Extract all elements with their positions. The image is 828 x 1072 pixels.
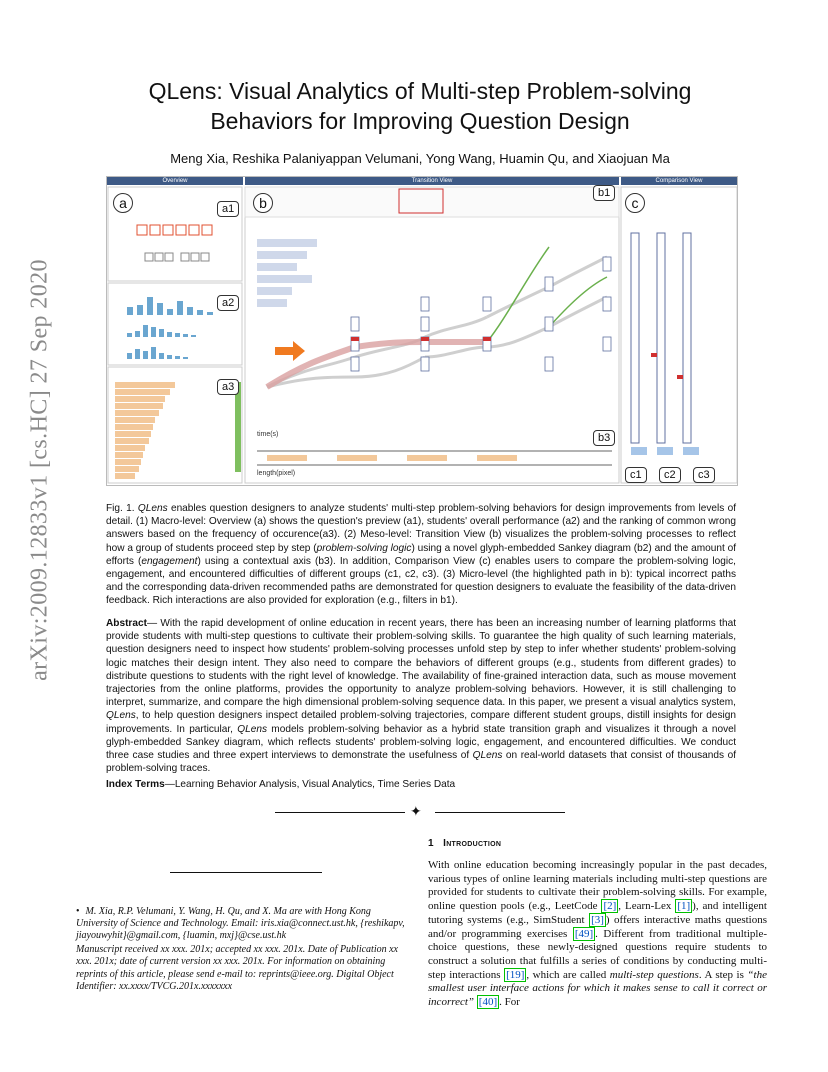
label-a3: a3	[217, 379, 239, 395]
label-a2: a2	[217, 295, 239, 311]
teaser-figure	[106, 176, 738, 486]
citation-49[interactable]: [49]	[574, 927, 594, 940]
intro-body: With online education becoming increasingly popular in the past decades, various types of online learning materials including multi-step questions are provided for students to cultivate their problem-solving skills. For example, online question pools (e.g., LeetCode [2] , Learn-Lex [1] ), and intelligent tutoring systems (e.g., SimStudent [3] ) offers interactive maths questions and/or programming exercises [49] . Different from traditional multiple-choice questions, these newly-designed questions require students to construct a solution that fulfills a series of conditions by conducting multi-step interactions [19] , which are called multi-step questions. A step is “the smallest user interface actions for which it makes sense to call it correct or incorrect” [40] . For	[428, 859, 768, 1009]
abstract: Abstract— With the rapid development of online education in recent years, there has been an increasing number of learning platforms that provide students with multi-step questions to cultivate their problem-solving skills. To guarantee the high quality of such learning materials, question designers need to inspect how students' problem-solving processes unfold step by step to infer whether students' problem-solving logic matches their design intent. They also need to compare the behaviors of different groups (e.g., students from different grades) to distribute questions to students with the right level of knowledge. The availability of fine-grained interaction data, such as mouse movement trajectories from the online platforms, provides the opportunity to analyze problem-solving behaviors. However, it is still challenging to interpret, summarize, and compare the high dimensional problem-solving sequence data. In this paper, we present a visual analytics system, QLens, to help question designers inspect detailed problem-solving trajectories, compare different student groups, distill insights for design improvements. In particular, QLens models problem-solving behavior as a hybrid state transition graph and visualizes it through a novel glyph-embedded Sankey diagram, which reflects students' problem-solving logic, engagement, and encountered difficulties. We conduct three case studies and three expert interviews to demonstrate the usefulness of QLens on real-world datasets that consist of thousands of problem-solving traces.	[106, 618, 736, 775]
manuscript-note: Manuscript received xx xxx. 201x; accepted xx xxx. 201x. Date of Publication xx xxx. 201x; date of current version xx xxx. 201x. For information on obtaining reprints of this article, please send e-mail to: reprints@ieee.org. Digital Object Identifier: xx.xxxx/TVCG.201x.xxxxxxx	[76, 944, 398, 992]
time-axis-label: time(s)	[257, 431, 279, 438]
label-a: a	[113, 193, 133, 213]
label-b: b	[253, 193, 273, 213]
label-c2: c2	[659, 467, 681, 483]
citation-19[interactable]: [19]	[506, 968, 525, 981]
divider-star-icon: ✦	[410, 805, 422, 820]
label-b3: b3	[593, 430, 615, 446]
citation-1[interactable]: [1]	[677, 900, 691, 913]
section-divider	[275, 805, 565, 821]
paper-title: QLens: Visual Analytics of Multi-step Problem-solving Behaviors for Improving Question Design	[148, 78, 692, 134]
citation-2[interactable]: [2]	[603, 900, 617, 913]
citation-40[interactable]: [40]	[478, 996, 498, 1009]
overview-header: Overview	[107, 177, 243, 185]
label-b1: b1	[593, 185, 615, 201]
arxiv-stamp: arXiv:2009.12833v1 [cs.HC] 27 Sep 2020	[26, 259, 53, 681]
intro-heading: 1 Introduction	[428, 838, 502, 849]
index-terms: Index Terms—Learning Behavior Analysis, Visual Analytics, Time Series Data	[106, 779, 456, 790]
transition-header: Transition View	[245, 177, 619, 185]
figure-caption: Fig. 1. QLens enables question designers to analyze students' multi-step problem-solving behaviors for design improvements from levels of detail. (1) Macro-level: Overview (a) shows the question's preview (a1), students' overall performance (a2) and the ranking of common wrong answers based on the frequency of occurence(a3). (2) Meso-level: Transition View (b) visualizes the problem-solving processes to reflect how a group of students proceed step by step (problem-solving logic) using a novel glyph-embedded Sankey diagram (b2) and the amount of efforts (engagement) using a contextual axis (b3). In addition, Comparison View (c) enables users to compare the problem-solving logic, engagement, and encountered difficulties of different groups (c1, c2, c3). (3) Micro-level (the highlighted path in b): typical incorrect paths and the corresponding data-driven recommended paths are demonstrated for question designers to evaluate the feasibility of the data-driven feedback. Rich interactions are also provided for exploration (e.g., filters in b1).	[106, 503, 737, 607]
label-c1: c1	[625, 467, 647, 483]
label-c: c	[625, 193, 645, 213]
footnote-rule	[170, 872, 322, 873]
comparison-header: Comparison View	[621, 177, 737, 185]
label-c3: c3	[693, 467, 715, 483]
label-a1: a1	[217, 201, 239, 217]
authors: Meng Xia, Reshika Palaniyappan Velumani, Yong Wang, Huamin Qu, and Xiaojuan Ma	[170, 151, 670, 166]
citation-3[interactable]: [3]	[591, 913, 604, 926]
length-axis-label: length(pixel)	[257, 470, 296, 477]
affiliation-footnote: • M. Xia, R.P. Velumani, Y. Wang, H. Qu, and X. Ma are with Hong Kong University of Science and Technology. Email: iris.xia@connect.ust.hk, {reshikapv, jiayouwyhit}@gmail.com, {luamin, mxj}@cse.ust.hk	[76, 906, 405, 941]
figure-graphics	[107, 177, 737, 485]
